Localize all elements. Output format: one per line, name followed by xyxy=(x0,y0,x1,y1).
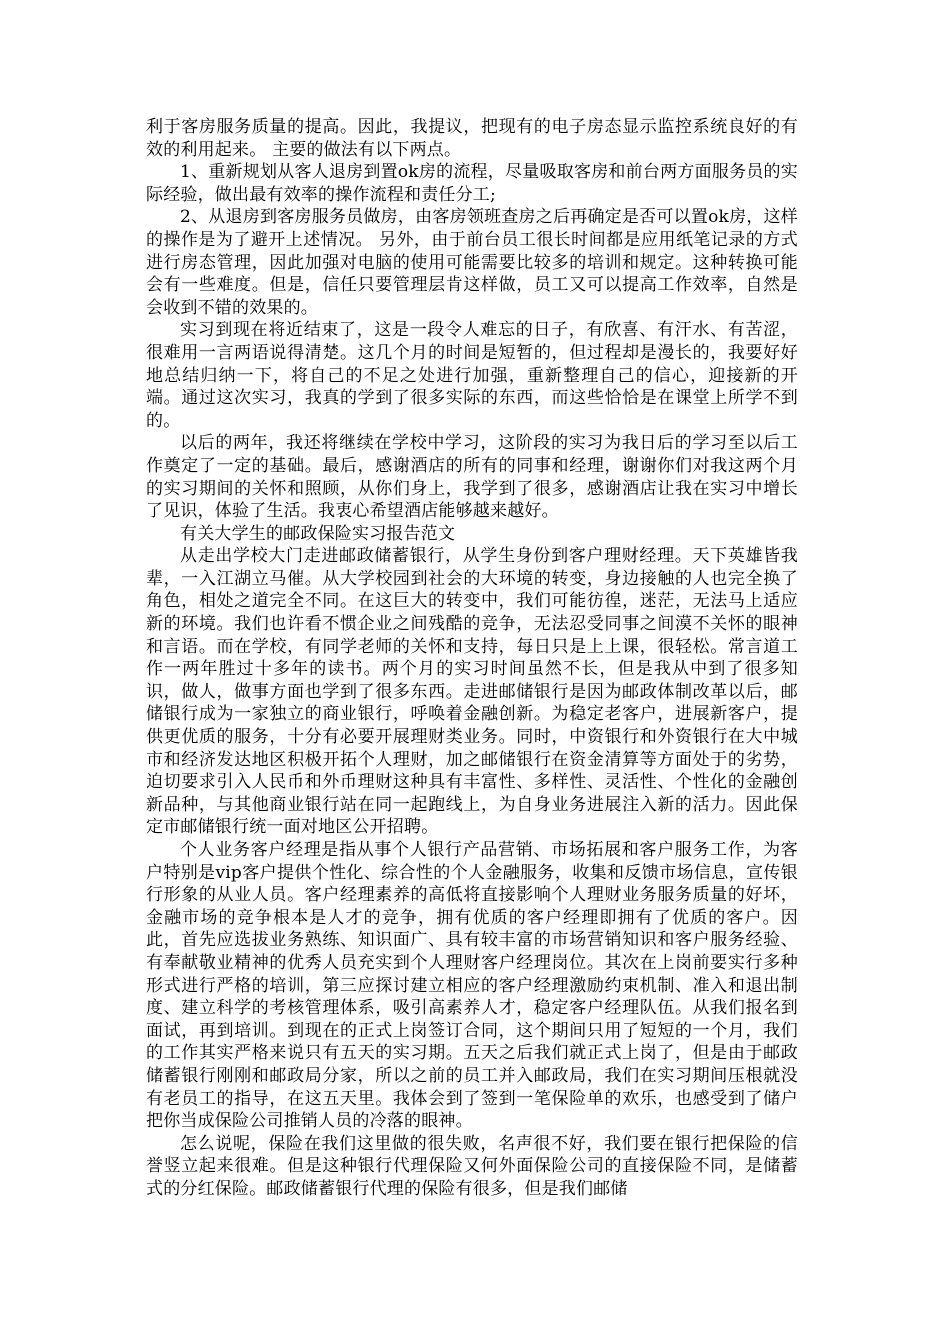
paragraph-3: 2、从退房到客房服务员做房，由客房领班查房之后再确定是否可以置ok房，这样的操作是为了避开上述情况。 另外，由于前台员工很长时间都是应用纸笔记录的方式进行房态管理，因此加强对电脑的使用可能需要比较多的培训和规定。这种转换可能会有一些难度。但是，信任只要管理层肯这样做，员工又可以提高工作效率，自然是会收到不错的效果的。 xyxy=(146,207,798,318)
paragraph-7: 个人业务客户经理是指从事个人银行产品营销、市场拓展和客户服务工作，为客户特别是vip客户提供个性化、综合性的个人金融服务，收集和反馈市场信息，宣传银行形象的从业人员。客户经理素养的高低将直接影响个人理财业务服务质量的好坏，金融市场的竞争根本是人才的竞争，拥有优质的客户经理即拥有了优质的客户。因此，首先应选拔业务熟练、知识面广、具有较丰富的市场营销知识和客户服务经验、有奉献敬业精神的优秀人员充实到个人理财客户经理岗位。其次在上岗前要实行多种形式进行严格的培训，第三应探讨建立相应的客户经理激励约束机制、准入和退出制度、建立科学的考核管理体系，吸引高素养人才，稳定客户经理队伍。从我们报名到面试，再到培训。到现在的正式上岗签订合同，这个期间只用了短短的一个月，我们的工作其实严格来说只有五天的实习期。五天之后我们就正式上岗了，但是由于邮政储蓄银行刚刚和邮政局分家，所以之前的员工并入邮政局，我们在实习期间压根就没有老员工的指导，在这五天里。我体会到了签到一笔保险单的欢乐，也感受到了储户把你当成保险公司推销人员的冷落的眼神。 xyxy=(146,840,798,1132)
paragraph-1: 利于客房服务质量的提高。因此，我提议，把现有的电子房态显示监控系统良好的有效的利用起来。 主要的做法有以下两点。 xyxy=(146,117,798,160)
paragraph-6: 从走出学校大门走进邮政储蓄银行，从学生身份到客户理财经理。天下英雄皆我辈，一入江湖立马催。从大学校园到社会的大环境的转变，身边接触的人也完全换了角色，相处之道完全不同。在这巨大的转变中，我们可能彷徨，迷茫，无法马上适应新的环境。我们也许看不惯企业之间残酷的竞争，无法忍受同事之间漠不关怀的眼神和言语。而在学校，有同学老师的关怀和支持，每日只是上上课，很轻松。常言道工作一两年胜过十多年的读书。两个月的实习时间虽然不长，但是我从中到了很多知识，做人，做事方面也学到了很多东西。走进邮储银行是因为邮政体制改革以后，邮储银行成为一家独立的商业银行，呼唤着金融创新。为稳定老客户，进展新客户，提供更优质的服务，十分有必要开展理财类业务。同时，中资银行和外资银行在大中城市和经济发达地区积极开拓个人理财，加之邮储银行在资金清算等方面处于的劣势，迫切要求引入人民币和外币理财这种具有丰富性、多样性、灵活性、个性化的金融创新品种，与其他商业银行站在同一起跑线上，为自身业务进展注入新的活力。因此保定市邮储银行统一面对地区公开招聘。 xyxy=(146,546,798,838)
paragraph-4: 实习到现在将近结束了，这是一段令人难忘的日子，有欣喜、有汗水、有苦涩，很难用一言两语说得清楚。这几个月的时间是短暂的，但过程却是漫长的，我要好好地总结归纳一下，将自己的不足之处进行加强，重新整理自己的信心，迎接新的开端。通过这次实习，我真的学到了很多实际的东西，而这些恰恰是在课堂上所学不到的。 xyxy=(146,320,798,431)
paragraph-2: 1、重新规划从客人退房到置ok房的流程，尽量吸取客房和前台两方面服务员的实际经验，做出最有效率的操作流程和责任分工; xyxy=(146,162,798,205)
document-page xyxy=(146,116,798,1201)
paragraph-5: 以后的两年，我还将继续在学校中学习，这阶段的实习为我日后的学习至以后工作奠定了一定的基础。最后，感谢酒店的所有的同事和经理，谢谢你们对我这两个月的实习期间的关怀和照顾，从你们身上，我学到了很多，感谢酒店让我在实习中增长了见识，体验了生活。我衷心希望酒店能够越来越好。 xyxy=(146,433,798,522)
section-title: 有关大学生的邮政保险实习报告范文 xyxy=(180,523,456,544)
paragraph-8: 怎么说呢，保险在我们这里做的很失败，名声很不好，我们要在银行把保险的信誉竖立起来很难。但是这种银行代理保险又何外面保险公司的直接保险不同，是储蓄式的分红保险。邮政储蓄银行代理的保险有很多，但是我们邮储 xyxy=(146,1133,798,1199)
